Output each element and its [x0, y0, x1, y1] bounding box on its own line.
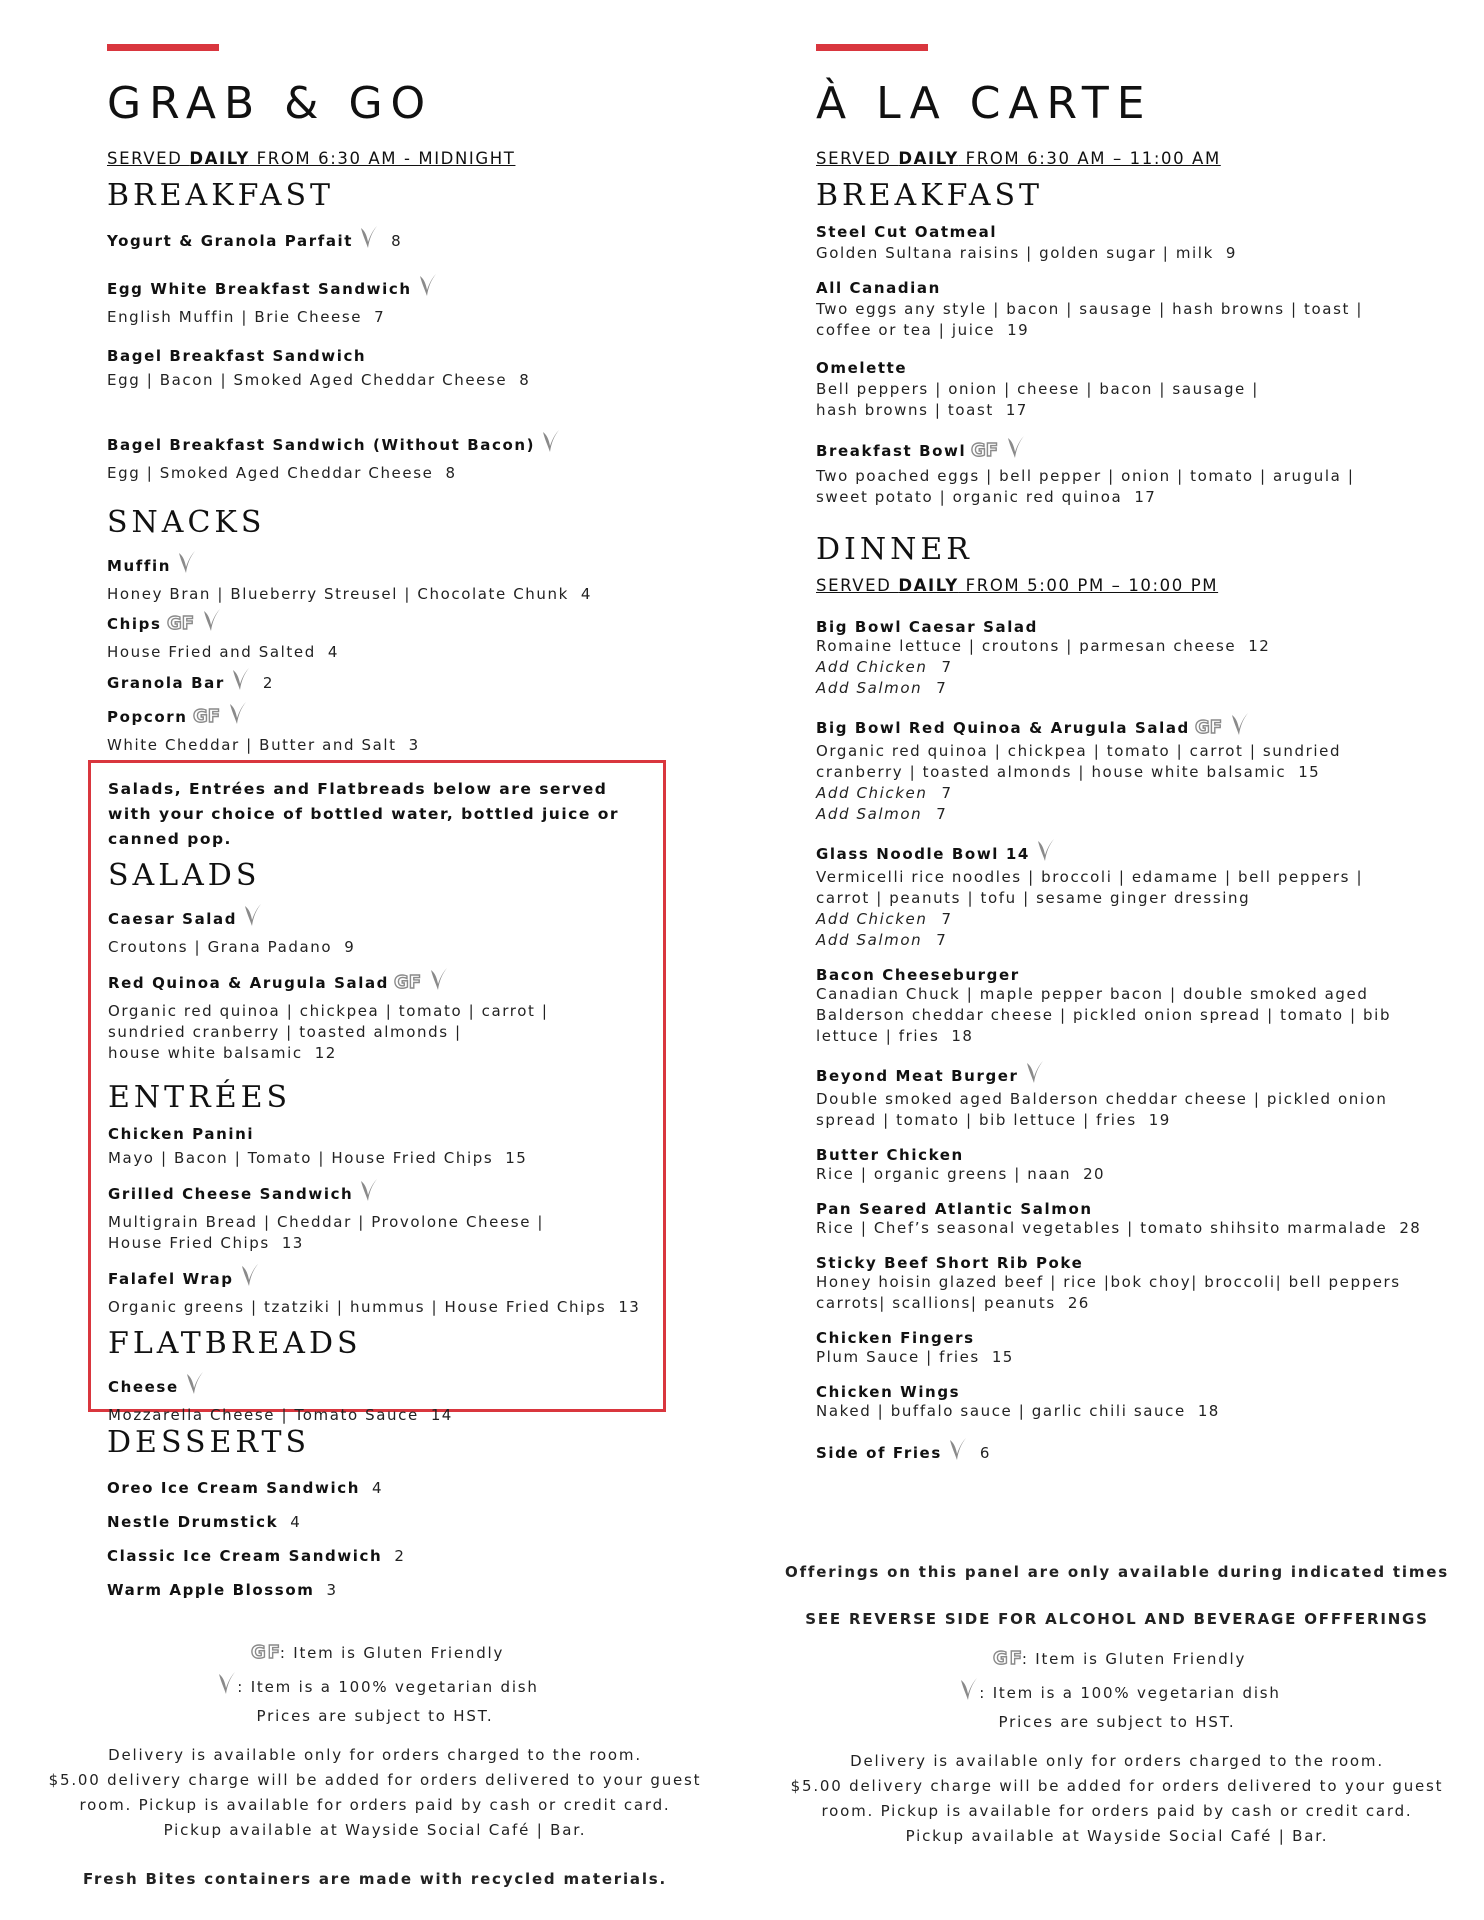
dinner-list [816, 617, 1456, 1466]
left-footer [40, 1640, 710, 1892]
vegetarian-leaf-icon [238, 1262, 260, 1292]
legend: GF : Item is Gluten Friendly : Item is a 100% vegetarian dish Prices are subject to HST. [782, 1646, 1452, 1735]
reverse-side-note: SEE REVERSE SIDE FOR ALCOHOL AND BEVERAGE OFFFERINGS [805, 1610, 1429, 1628]
menu-item: All Canadian Two eggs any style | bacon | sausage | hash browns | toast | coffee or tea | juice 19 [816, 279, 1364, 339]
accent-bar [107, 44, 219, 51]
served-hours: SERVED DAILY FROM 6:30 AM – 11:00 AM [816, 149, 1221, 168]
menu-item: Popcorn GF White Cheddar | Butter and Salt 3 [107, 700, 420, 756]
delivery-info: Delivery is available only for orders charged to the room. $5.00 delivery charge will be added for orders delivered to your guest room. Pickup is available for orders paid by cash or credit card. Pickup available at Wayside Social Café | Bar. [790, 1752, 1444, 1845]
page-title: GRAB & GO [107, 78, 434, 129]
menu-item: Big Bowl Red Quinoa & Arugula Salad GF Organic red quinoa | chickpea | tomato | carrot | sundried cranberry | toasted almonds | house white balsamic 15 Add Chicken 7 Add Salmon 7 [816, 711, 1456, 825]
menu-item: Bagel Breakfast Sandwich (Without Bacon) Egg | Smoked Aged Cheddar Cheese 8 [107, 428, 561, 484]
svg-text:GF: GF [992, 1648, 1022, 1668]
menu-item: Chicken Panini Mayo | Bacon | Tomato | House Fried Chips 15 [108, 1125, 528, 1167]
menu-item: Grilled Cheese Sandwich Multigrain Bread | Cheddar | Provolone Cheese | House Fried Chips 13 [108, 1177, 653, 1254]
section-heading: DESSERTS [107, 1425, 311, 1460]
vegetarian-leaf-icon [1023, 1059, 1045, 1089]
gluten-friendly-icon [393, 970, 423, 996]
desserts-section [107, 1425, 310, 1461]
menu-item: Egg White Breakfast Sandwich English Muffin | Brie Cheese 7 [107, 272, 438, 328]
vegetarian-leaf-icon [1034, 837, 1056, 867]
served-hours: SERVED DAILY FROM 5:00 PM – 10:00 PM [816, 576, 1219, 595]
vegetarian-leaf-icon [215, 1670, 237, 1704]
svg-text:GF: GF [250, 1642, 280, 1662]
menu-item: Chips GF House Fried and Salted 4 [107, 607, 339, 663]
right-footer [782, 1560, 1452, 1849]
menu-item: Bacon Cheeseburger Canadian Chuck | maple pepper bacon | double smoked aged Balderson cheddar cheese | pickled onion spread | tomato | bib lettuce | fries 18 [816, 966, 1392, 1045]
served-hours: SERVED DAILY FROM 6:30 AM - MIDNIGHT [107, 149, 516, 168]
menu-item: Bagel Breakfast Sandwich Egg | Bacon | Smoked Aged Cheddar Cheese 8 [107, 347, 531, 389]
beverage-notice: Salads, Entrées and Flatbreads below are served with your choice of bottled water, bottled juice or canned pop. [108, 780, 620, 848]
svg-text:GF: GF [394, 972, 422, 992]
menu-item: Chicken Fingers Plum Sauce | fries 15 [816, 1329, 1014, 1366]
vegetarian-leaf-icon [357, 224, 379, 254]
menu-item: Pan Seared Atlantic Salmon Rice | Chef’s seasonal vegetables | tomato shihsito marmalade 28 [816, 1200, 1422, 1237]
section-heading: BREAKFAST [816, 178, 1044, 213]
recycled-note: Fresh Bites containers are made with recycled materials. [82, 1870, 668, 1888]
menu-item: Big Bowl Caesar Salad Romaine lettuce | croutons | parmesan cheese 12 Add Chicken 7 Add Salmon 7 [816, 618, 1271, 697]
vegetarian-leaf-icon [416, 272, 438, 302]
menu-item: Oreo Ice Cream Sandwich 4 [107, 1479, 383, 1497]
section-heading: SNACKS [107, 505, 266, 540]
vegetarian-leaf-icon [946, 1436, 968, 1466]
vegetarian-leaf-icon [241, 902, 263, 932]
offerings-note: Offerings on this panel are only available during indicated times [785, 1563, 1449, 1581]
gluten-friendly-icon [166, 611, 196, 637]
menu-item: Glass Noodle Bowl 14 Vermicelli rice noodles | broccoli | edamame | bell peppers | carrot | peanuts | tofu | sesame ginger dressing Add Chicken 7 Add Salmon 7 [816, 837, 1456, 951]
menu-item: Beyond Meat Burger Double smoked aged Balderson cheddar cheese | pickled onion spread | tomato | bib lettuce | fries 19 [816, 1059, 1456, 1131]
menu-item: Nestle Drumstick 4 [107, 1513, 302, 1531]
menu-item: Cheese Mozzarella Cheese | Tomato Sauce 14 [108, 1370, 653, 1426]
svg-text:GF: GF [166, 613, 194, 633]
menu-item: Steel Cut Oatmeal Golden Sultana raisins | golden sugar | milk 9 [816, 223, 1237, 262]
vegetarian-leaf-icon [539, 428, 561, 458]
section-heading: BREAKFAST [107, 178, 335, 213]
svg-text:GF: GF [1194, 717, 1222, 737]
gluten-friendly-icon [250, 1640, 280, 1670]
breakfast-section [816, 178, 1043, 214]
svg-text:GF: GF [192, 706, 220, 726]
menu-item: Yogurt & Granola Parfait 8 [107, 224, 402, 254]
a-la-carte-column [816, 0, 1456, 1462]
snacks-section [107, 505, 265, 541]
menu-item: Classic Ice Cream Sandwich 2 [107, 1547, 406, 1565]
menu-item: Warm Apple Blossom 3 [107, 1581, 338, 1599]
menu-item: Chicken Wings Naked | buffalo sauce | garlic chili sauce 18 [816, 1383, 1220, 1420]
vegetarian-leaf-icon [427, 966, 449, 996]
gluten-friendly-icon [1194, 715, 1224, 741]
page-title: À LA CARTE [816, 78, 1153, 129]
menu-item: Butter Chicken Rice | organic greens | naan 20 [816, 1146, 1105, 1183]
section-heading: FLATBREADS [108, 1326, 362, 1361]
vegetarian-leaf-icon [226, 700, 248, 730]
gluten-friendly-icon [192, 704, 222, 730]
menu-item: Caesar Salad Croutons | Grana Padano 9 [108, 902, 653, 958]
section-heading: SALADS [108, 858, 261, 893]
menu-item: Breakfast Bowl GF Two poached eggs | bell pepper | onion | tomato | arugula | sweet potato | organic red quinoa 17 [816, 434, 1456, 508]
breakfast-section [107, 178, 334, 214]
menu-item: Red Quinoa & Arugula Salad GF Organic red quinoa | chickpea | tomato | carrot | sundried cranberry | toasted almonds | house white balsamic 12 [108, 966, 653, 1064]
vegetarian-leaf-icon [1004, 434, 1026, 464]
menu-item: Sticky Beef Short Rib Poke Honey hoisin glazed beef | rice |bok choy| broccoli| bell peppers carrots| scallions| peanuts 26 [816, 1254, 1401, 1312]
vegetarian-leaf-icon [229, 666, 251, 696]
dinner-section [816, 532, 1218, 595]
svg-text:GF: GF [971, 440, 999, 460]
gluten-friendly-icon [970, 438, 1000, 464]
gluten-friendly-icon [992, 1646, 1022, 1676]
accent-bar [816, 44, 928, 51]
menu-item: Omelette Bell peppers | onion | cheese | bacon | sausage | hash browns | toast 17 [816, 359, 1259, 419]
vegetarian-leaf-icon [200, 607, 222, 637]
menu-item: Muffin Honey Bran | Blueberry Streusel | Chocolate Chunk 4 [107, 549, 592, 605]
menu-item: Granola Bar 2 [107, 666, 274, 696]
vegetarian-leaf-icon [957, 1676, 979, 1710]
delivery-info: Delivery is available only for orders charged to the room. $5.00 delivery charge will be added for orders delivered to your guest room. Pickup is available for orders paid by cash or credit card. Pickup available at Wayside Social Café | Bar. [48, 1746, 702, 1839]
vegetarian-leaf-icon [357, 1177, 379, 1207]
vegetarian-leaf-icon [183, 1370, 205, 1400]
section-heading: ENTRÉES [108, 1080, 292, 1115]
vegetarian-leaf-icon [175, 549, 197, 579]
menu-item: Side of Fries 6 [816, 1436, 1456, 1466]
menu-item: Falafel Wrap Organic greens | tzatziki | hummus | House Fried Chips 13 [108, 1262, 653, 1318]
vegetarian-leaf-icon [1228, 711, 1250, 741]
legend: GF : Item is Gluten Friendly : Item is a 100% vegetarian dish Prices are subject to HST. [40, 1640, 710, 1729]
included-beverage-box [88, 760, 666, 1424]
section-heading: DINNER [816, 532, 973, 567]
